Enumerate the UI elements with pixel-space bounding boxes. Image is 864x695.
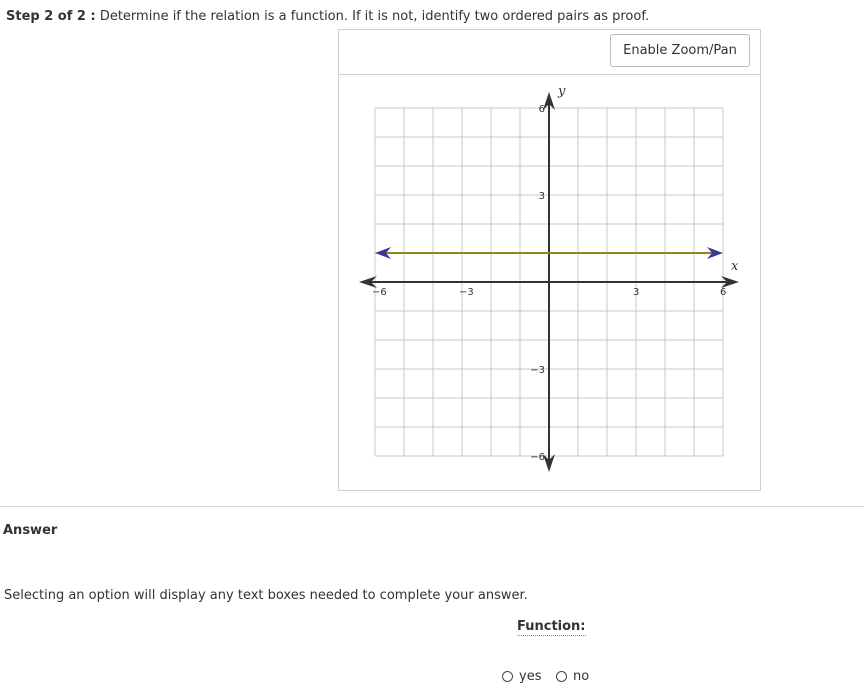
x-tick-label: −3	[459, 287, 474, 298]
answer-heading: Answer	[3, 523, 58, 538]
option-no-label: no	[573, 669, 590, 684]
y-tick-label: −3	[530, 365, 545, 376]
y-tick-label: 6	[538, 104, 545, 115]
option-no[interactable]	[556, 669, 589, 684]
enable-zoom-pan-button[interactable]: Enable Zoom/Pan	[610, 34, 750, 67]
radio-no[interactable]	[556, 671, 567, 682]
y-tick-label: −6	[530, 452, 545, 463]
x-tick-label: −6	[372, 287, 387, 298]
option-yes-label: yes	[519, 669, 542, 684]
step-instruction	[6, 9, 649, 24]
x-tick-label: 3	[633, 287, 640, 298]
function-label: Function:	[517, 619, 586, 634]
instruction-text: Determine if the relation is a function. If it is not, identify two ordered pairs as proof.	[99, 9, 650, 24]
graph-toolbar	[339, 30, 760, 75]
option-yes[interactable]	[502, 669, 541, 684]
step-label: Step 2 of 2 :	[6, 9, 96, 24]
x-axis-label: x	[731, 259, 739, 274]
graph-panel	[338, 29, 761, 491]
radio-yes[interactable]	[502, 671, 513, 682]
y-axis-label: y	[558, 84, 566, 99]
x-tick-label: 6	[720, 287, 727, 298]
y-tick-label: 3	[538, 191, 545, 202]
section-divider	[0, 506, 864, 507]
axes	[359, 92, 739, 472]
coordinate-plane[interactable]	[339, 75, 760, 489]
answer-hint: Selecting an option will display any text boxes needed to complete your answer.	[4, 588, 528, 603]
